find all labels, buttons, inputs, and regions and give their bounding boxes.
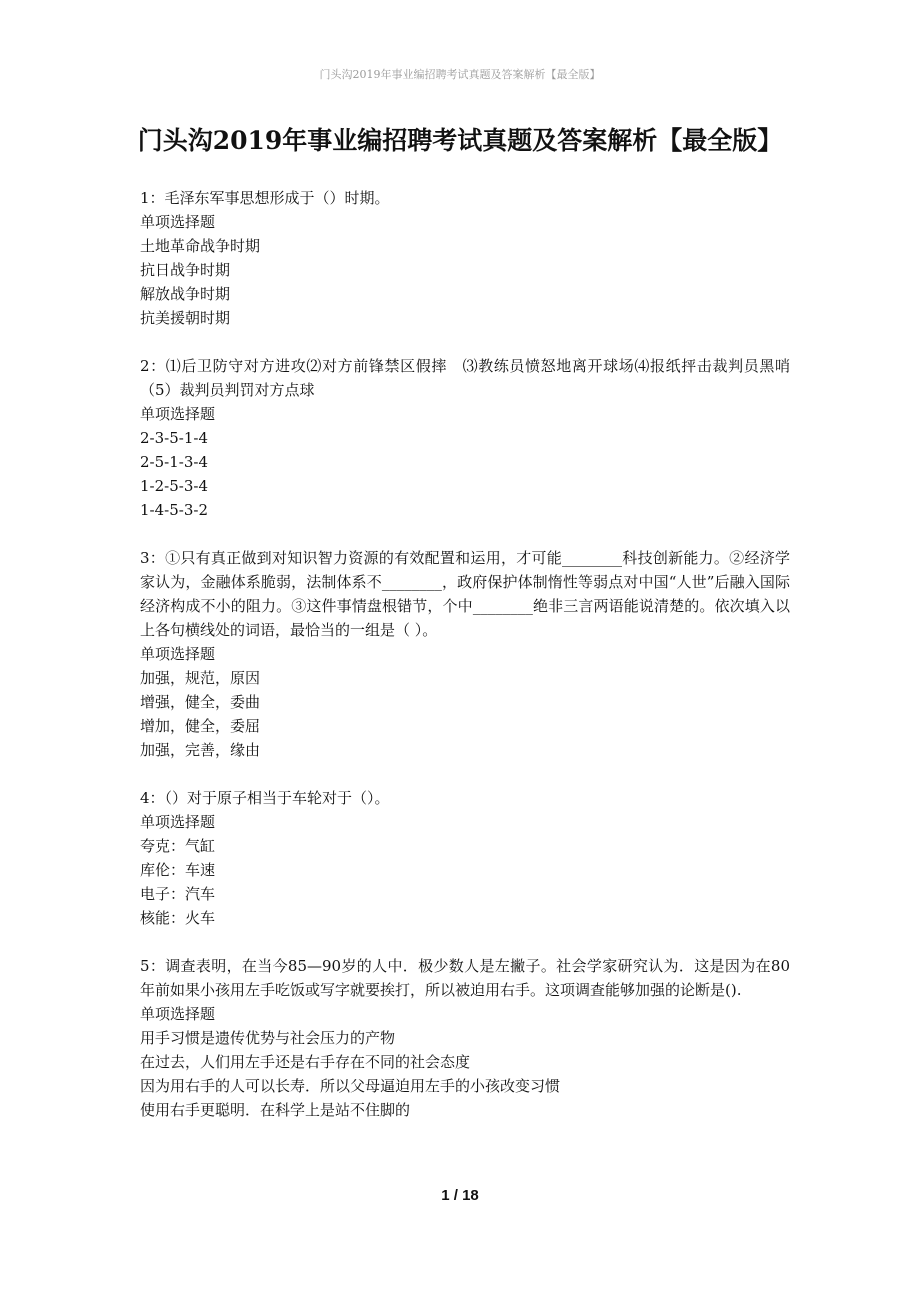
option-d: 使用右手更聪明．在科学上是站不住脚的 — [140, 1101, 411, 1119]
question-type: 单项选择题 — [140, 813, 216, 831]
option-a: 夸克：气缸 — [140, 837, 216, 855]
option-b: 增强，健全，委曲 — [140, 693, 261, 711]
question-2 — [140, 354, 806, 522]
option-a: 土地革命战争时期 — [140, 237, 261, 255]
option-c: 因为用右手的人可以长寿．所以父母逼迫用左手的小孩改变习惯 — [140, 1077, 561, 1095]
option-d: 加强，完善，缘由 — [140, 741, 261, 759]
option-b: 2-5-1-3-4 — [140, 453, 208, 471]
question-stem: 1：毛泽东军事思想形成于（）时期。 — [140, 189, 390, 207]
option-b: 抗日战争时期 — [140, 261, 231, 279]
option-d: 核能：火车 — [140, 909, 216, 927]
question-4 — [140, 786, 790, 930]
question-stem: 5：调查表明，在当今85—90岁的人中．极少数人是左撇子。社会学家研究认为．这是因为在80年前如果小孩用左手吃饭或写字就要挨打，所以被迫用右手。这项调查能够加强的论断是(). — [140, 957, 790, 999]
option-a: 加强，规范，原因 — [140, 669, 261, 687]
option-b: 在过去，人们用左手还是右手存在不同的社会态度 — [140, 1053, 471, 1071]
question-type: 单项选择题 — [140, 1005, 216, 1023]
option-c: 电子：汽车 — [140, 885, 216, 903]
option-d: 1-4-5-3-2 — [140, 501, 208, 519]
question-1 — [140, 186, 790, 330]
option-c: 增加，健全，委屈 — [140, 717, 261, 735]
question-list — [140, 186, 806, 1146]
question-5 — [140, 954, 790, 1122]
question-stem: 3：①只有真正做到对知识智力资源的有效配置和运用，才可能________科技创新能力。②经济学家认为，金融体系脆弱，法制体系不________，政府保护体制惰性等弱点对中国“人世”后融入国际经济构成不小的阻力。③这件事情盘根错节，个中________绝非三言两语能说清楚的。依次填入以上各句横线处的词语，最恰当的一组是（ ）。 — [140, 549, 790, 639]
question-3 — [140, 546, 790, 762]
option-c: 1-2-5-3-4 — [140, 477, 208, 495]
running-header: 门头沟2019年事业编招聘考试真题及答案解析【最全版】 — [319, 68, 601, 81]
question-type: 单项选择题 — [140, 213, 216, 231]
option-a: 用手习惯是遗传优势与社会压力的产物 — [140, 1029, 396, 1047]
question-stem: 4：（）对于原子相当于车轮对于（）。 — [140, 789, 390, 807]
question-type: 单项选择题 — [140, 405, 216, 423]
question-type: 单项选择题 — [140, 645, 216, 663]
option-b: 库伦：车速 — [140, 861, 216, 879]
option-a: 2-3-5-1-4 — [140, 429, 208, 447]
option-c: 解放战争时期 — [140, 285, 231, 303]
page-number: 1 / 18 — [441, 1187, 479, 1204]
option-d: 抗美援朝时期 — [140, 309, 231, 327]
question-stem: 2：⑴后卫防守对方进攻⑵对方前锋禁区假摔 ⑶教练员愤怒地离开球场⑷报纸抨击裁判员黑哨 （5）裁判员判罚对方点球 — [140, 357, 806, 399]
document-title: 门头沟2019年事业编招聘考试真题及答案解析【最全版】 — [137, 126, 783, 155]
